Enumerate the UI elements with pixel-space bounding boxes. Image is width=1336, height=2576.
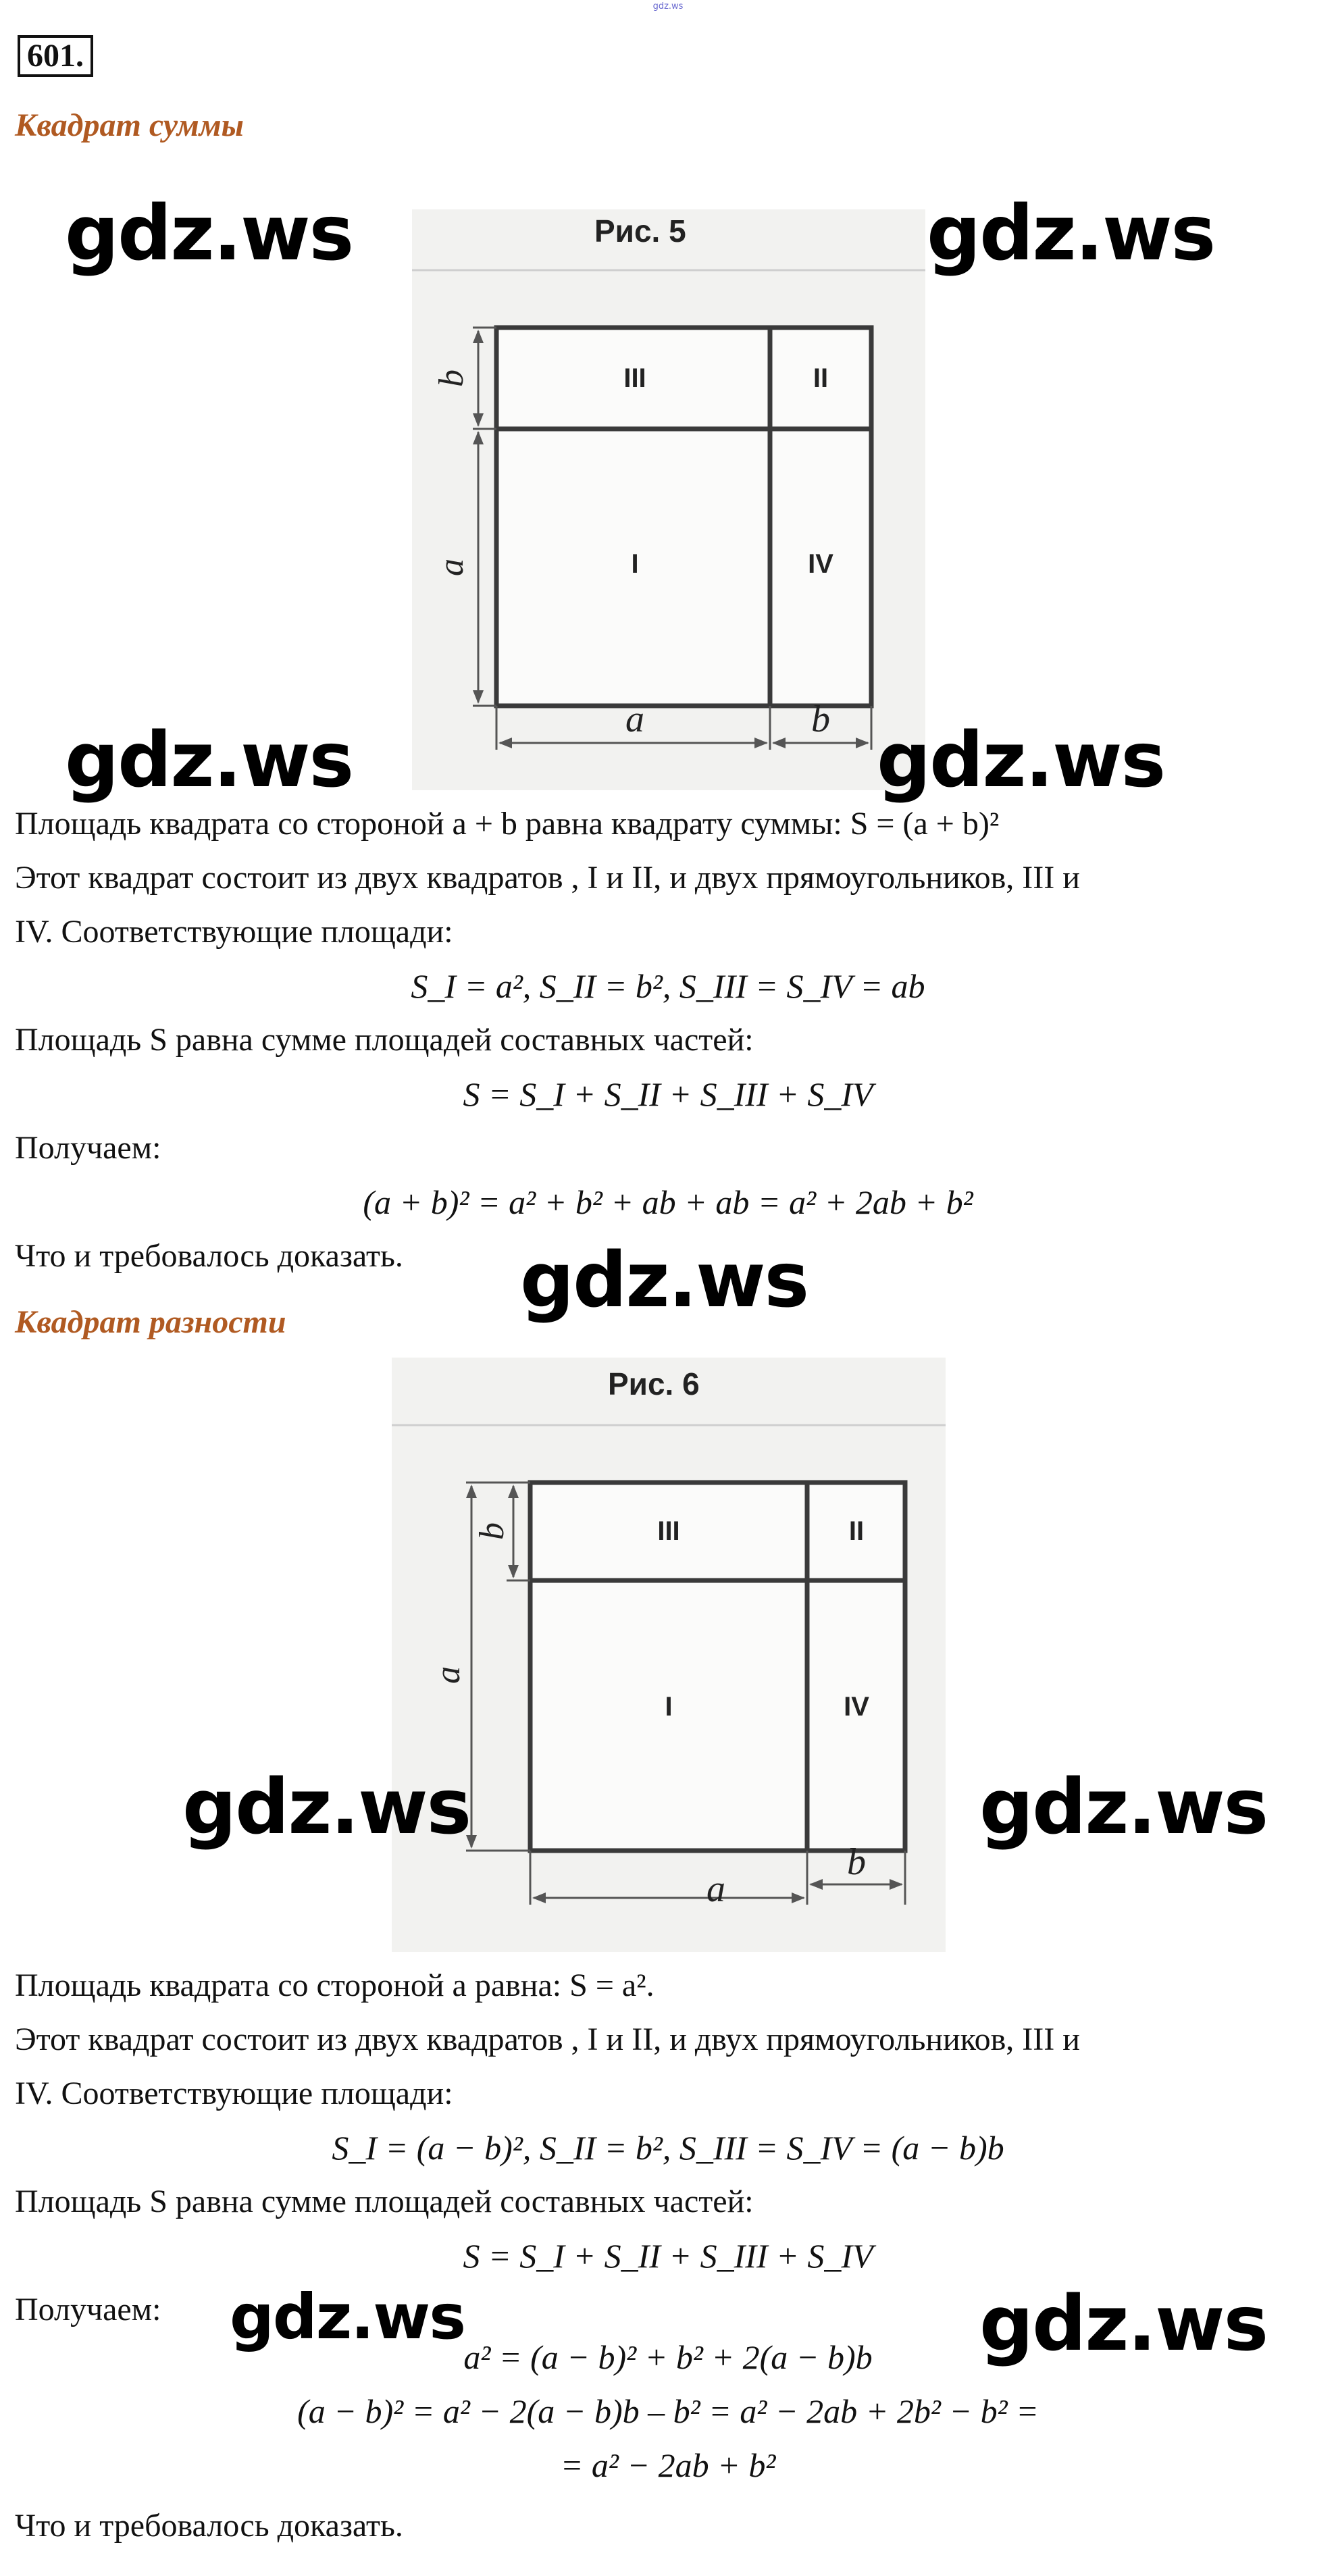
diff-text-line-6: Что и требовалось доказать. — [15, 2508, 403, 2544]
region-II: II — [848, 1516, 865, 1546]
diff-text-line-2: Этот квадрат состоит из двух квадратов , I и II, и двух прямоугольников, III и — [15, 2021, 1080, 2057]
figure-sum-square — [412, 209, 925, 790]
sum-text-line-4: Площадь S равна сумме площадей составных частей: — [15, 1022, 754, 1058]
sum-text-line-3: IV. Соответствующие площади: — [15, 914, 453, 950]
side-label-a-bottom: a — [625, 698, 644, 740]
watermark: gdz.ws — [182, 1763, 471, 1851]
side-label-a-bottom: a — [706, 1868, 725, 1910]
watermark: gdz.ws — [230, 2281, 465, 2353]
region-II: II — [813, 363, 829, 393]
sum-text-line-5: Получаем: — [15, 1130, 161, 1166]
region-III: III — [657, 1516, 680, 1546]
figure-difference-square — [392, 1358, 946, 1952]
sum-formula-result: (a + b)² = a² + b² + ab + ab = a² + 2ab + b² — [363, 1183, 973, 1221]
diff-formula-result-2: (a − b)² = a² − 2(a − b)b – b² = a² − 2ab + 2b² − b² = — [297, 2392, 1039, 2430]
region-IV: IV — [808, 549, 833, 579]
section-heading-difference-square: Квадрат разности — [15, 1304, 286, 1340]
diff-text-line-1: Площадь квадрата со стороной a равна: S = a². — [15, 1967, 654, 2003]
sum-text-line-2: Этот квадрат состоит из двух квадратов , I и II, и двух прямоугольников, III и — [15, 860, 1080, 896]
diff-formula-total: S = S_I + S_II + S_III + S_IV — [463, 2237, 873, 2275]
watermark: gdz.ws — [979, 2280, 1268, 2368]
diff-text-line-4: Площадь S равна сумме площадей составных частей: — [15, 2184, 754, 2219]
region-I: I — [631, 549, 639, 579]
watermark: gdz.ws — [877, 717, 1165, 804]
side-label-a-left: a — [429, 1666, 467, 1684]
figure-caption: Рис. 6 — [608, 1366, 700, 1401]
site-mark: gdz.ws — [652, 1, 684, 11]
watermark: gdz.ws — [65, 717, 353, 804]
diff-formula-areas: S_I = (a − b)², S_II = b², S_III = S_IV = (a − b)b — [332, 2129, 1004, 2167]
figure-caption: Рис. 5 — [594, 213, 686, 249]
diff-text-line-5: Получаем: — [15, 2292, 161, 2327]
watermark: gdz.ws — [65, 190, 353, 278]
diff-formula-result-3: = a² − 2ab + b² — [560, 2446, 776, 2484]
side-label-b-left: b — [473, 1522, 511, 1540]
diff-formula-result-1: a² = (a − b)² + b² + 2(a − b)b — [463, 2338, 873, 2376]
sum-text-line-1: Площадь квадрата со стороной a + b равна квадрату суммы: S = (a + b)² — [15, 806, 1000, 842]
sum-formula-total: S = S_I + S_II + S_III + S_IV — [463, 1075, 873, 1113]
sum-formula-areas: S_I = a², S_II = b², S_III = S_IV = ab — [411, 967, 925, 1005]
side-label-a-left: a — [432, 559, 471, 576]
region-III: III — [623, 363, 646, 393]
side-label-b-left: b — [432, 369, 471, 387]
diff-text-line-3: IV. Соответствующие площади: — [15, 2076, 453, 2111]
watermark: gdz.ws — [979, 1763, 1268, 1851]
watermark: gdz.ws — [927, 190, 1215, 278]
sum-text-line-6: Что и требовалось доказать. — [15, 1238, 403, 1274]
watermark: gdz.ws — [520, 1237, 808, 1324]
region-I: I — [665, 1692, 673, 1722]
side-label-b-bottom: b — [847, 1841, 866, 1883]
task-number: 601. — [18, 35, 93, 77]
section-heading-sum-square: Квадрат суммы — [15, 107, 244, 143]
region-IV: IV — [844, 1692, 869, 1722]
side-label-b-bottom: b — [811, 698, 830, 740]
